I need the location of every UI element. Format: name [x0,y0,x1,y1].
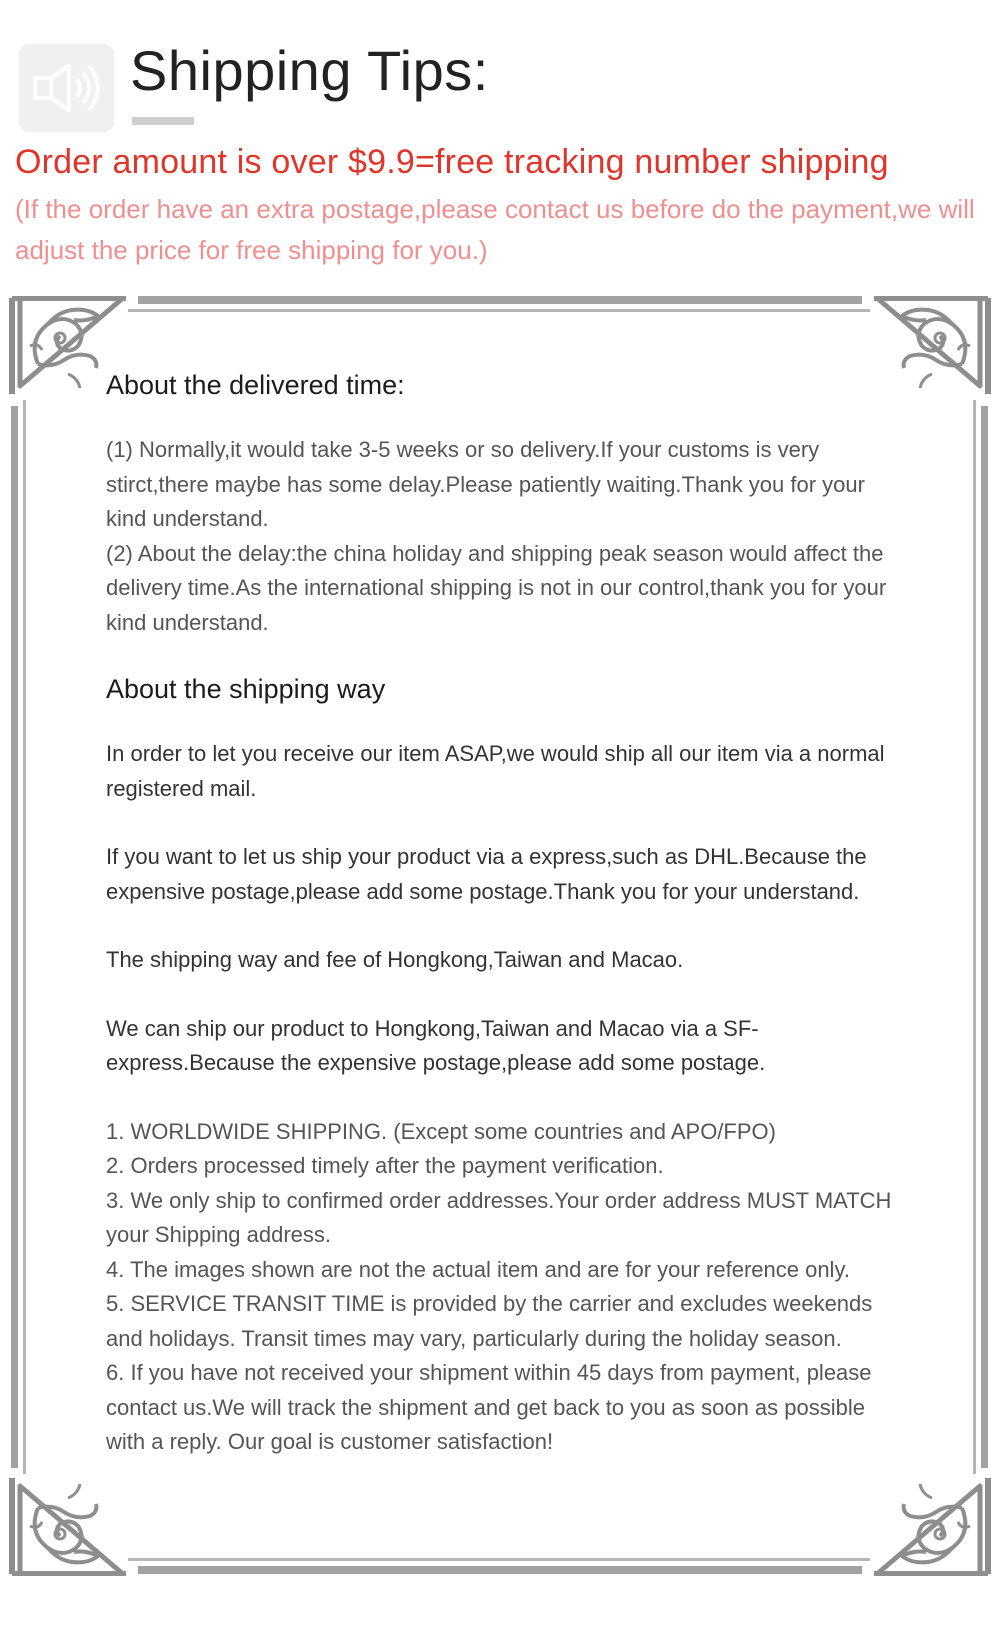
promo-note: (If the order have an extra postage,please contact us before do the payment,we will adjust the price for free shipping for you.) [15,194,975,265]
page-title: Shipping Tips: [130,39,489,102]
list-item: 2. Orders processed timely after the payment verification. [106,1153,664,1178]
shipping-way-paragraph-4: We can ship our product to Hongkong,Taiwan and Macao via a SF-express.Because the expensive postage,please add some postage. [106,1015,766,1075]
frame-bottom-rail [138,1566,862,1574]
delivered-time-paragraph-2: (2) About the delay:the china holiday and shipping peak season would affect the delivery time.As the international shipping is not in our control,thank you for your kind understand. [106,540,887,635]
content-body [106,370,906,1460]
shipping-way-paragraph-3: The shipping way and fee of Hongkong,Taiwan and Macao. [106,947,684,972]
list-item: 1. WORLDWIDE SHIPPING. (Except some countries and APO/FPO) [106,1118,776,1144]
list-item: 4. The images shown are not the actual item and are for your reference only. [106,1256,850,1282]
title-underline [132,117,194,125]
corner-ornament-bottom-right [874,1478,988,1574]
corner-ornament-bottom-left [12,1478,126,1574]
shipping-way-heading: About the shipping way [106,674,386,704]
shipping-rules-list [106,1115,906,1460]
shipping-way-paragraph-1: In order to let you receive our item ASAP,we would ship all our item via a normal registered mail. [106,741,885,801]
list-item: 5. SERVICE TRANSIT TIME is provided by the carrier and excludes weekends and holidays. Transit times may vary, particularly during the holiday season. [106,1291,873,1351]
list-item: 6. If you have not received your shipment within 45 days from payment, please contact us.We will track the shipment and get back to you as soon as possible with a reply. Our goal is customer satisfaction! [106,1360,872,1454]
frame-left-rail [11,406,18,1468]
frame-right-rail [981,406,988,1468]
speaker-icon [29,58,105,118]
delivered-time-heading: About the delivered time: [106,370,405,400]
promo-headline: Order amount is over $9.9=free tracking number shipping [15,143,889,181]
speaker-icon-box [19,44,114,132]
list-item: 3. We only ship to confirmed order addresses.Your order address MUST MATCH your Shipping address. [106,1187,892,1247]
shipping-way-paragraph-2: If you want to let us ship your product via a express,such as DHL.Because the expensive postage,please add some postage.Thank you for your understand. [106,844,867,904]
delivered-time-paragraph-1: (1) Normally,it would take 3-5 weeks or so delivery.If your customs is very stirct,there maybe has some delay.Please patiently waiting.Thank you for your kind understand. [106,437,865,531]
frame-top-rail [138,296,862,304]
